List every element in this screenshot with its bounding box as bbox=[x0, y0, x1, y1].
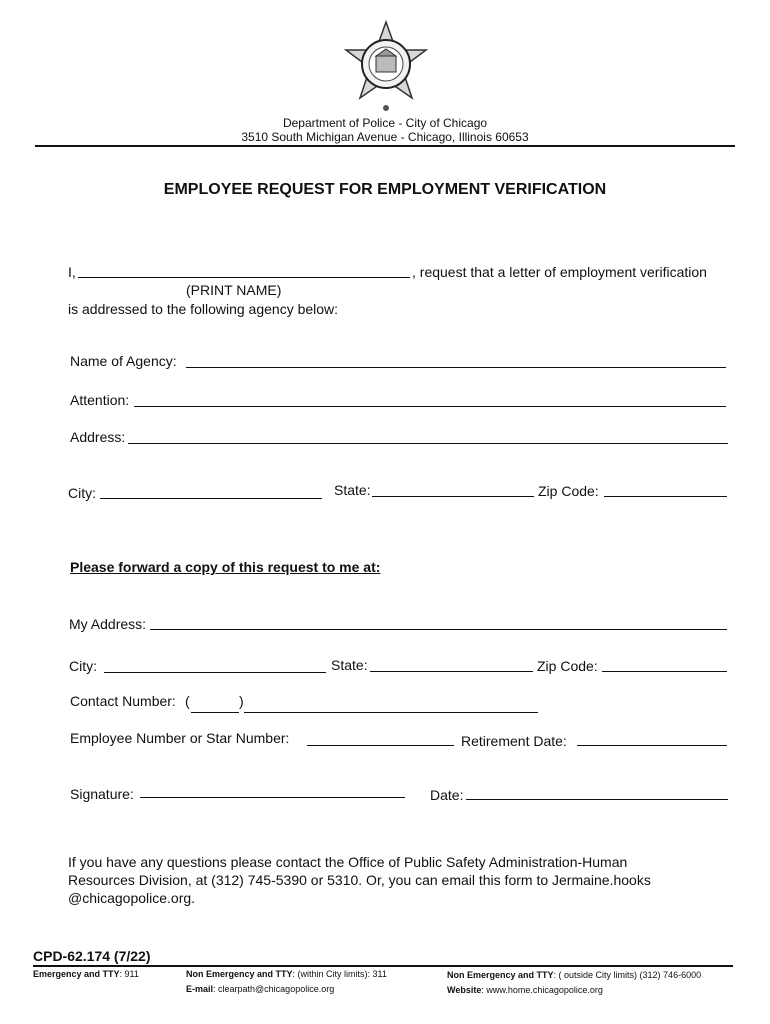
footer-emergency: Emergency and TTY: 911 bbox=[33, 969, 139, 979]
header-rule bbox=[35, 145, 735, 147]
contact-number-label: Contact Number: bbox=[70, 693, 176, 709]
contact-open-paren: ( bbox=[185, 693, 190, 709]
agency-state-label: State: bbox=[334, 482, 371, 498]
my-state-label: State: bbox=[331, 657, 368, 673]
footer-rule bbox=[33, 965, 733, 967]
intro-prefix: I, bbox=[68, 264, 76, 280]
footer-website: Website: www.home.chicagopolice.org bbox=[447, 985, 603, 995]
agency-zip-label: Zip Code: bbox=[538, 483, 599, 499]
contact-number-field[interactable] bbox=[244, 712, 538, 713]
signature-field[interactable] bbox=[140, 797, 405, 798]
attention-label: Attention: bbox=[70, 392, 130, 408]
contact-close-paren: ) bbox=[239, 693, 244, 709]
agency-address-label: Address: bbox=[70, 429, 126, 445]
my-zip-field[interactable] bbox=[602, 671, 727, 672]
agency-zip-field[interactable] bbox=[604, 496, 727, 497]
address-line: 3510 South Michigan Avenue - Chicago, Illinois 60653 bbox=[241, 130, 529, 144]
intro-suffix: , request that a letter of employment verification bbox=[412, 264, 707, 280]
my-address-label: My Address: bbox=[69, 616, 147, 632]
agency-name-label: Name of Agency: bbox=[70, 353, 177, 369]
agency-state-field[interactable] bbox=[372, 496, 534, 497]
police-star-seal-icon bbox=[338, 20, 434, 116]
note-line1: If you have any questions please contact the Office of Public Safety Administration-Human bbox=[68, 854, 628, 870]
retirement-date-field[interactable] bbox=[577, 745, 727, 746]
employee-number-label: Employee Number or Star Number: bbox=[70, 730, 290, 746]
agency-city-label: City: bbox=[68, 485, 96, 501]
note-line2: Resources Division, at (312) 745-5390 or 5310. Or, you can email this form to Jermaine.hooks bbox=[68, 872, 651, 888]
attention-field[interactable] bbox=[134, 406, 726, 407]
note-line3: @chicagopolice.org. bbox=[68, 890, 196, 906]
footer-nonemergency-outside: Non Emergency and TTY: ( outside City limits) (312) 746-6000 bbox=[447, 970, 702, 980]
agency-address-field[interactable] bbox=[128, 443, 728, 444]
my-city-field[interactable] bbox=[104, 672, 326, 673]
footer-email: E-mail: clearpath@chicagopolice.org bbox=[186, 984, 335, 994]
my-address-field[interactable] bbox=[150, 629, 727, 630]
my-city-label: City: bbox=[69, 658, 97, 674]
forward-heading: Please forward a copy of this request to me at: bbox=[70, 559, 381, 575]
agency-name-field[interactable] bbox=[186, 367, 726, 368]
signature-label: Signature: bbox=[70, 786, 134, 802]
form-title: EMPLOYEE REQUEST FOR EMPLOYMENT VERIFICATION bbox=[163, 181, 607, 198]
footer-nonemergency-city: Non Emergency and TTY: (within City limits): 311 bbox=[186, 969, 387, 979]
agency-city-field[interactable] bbox=[100, 498, 322, 499]
print-name-field[interactable] bbox=[78, 277, 410, 278]
date-label: Date: bbox=[430, 787, 464, 803]
retirement-date-label: Retirement Date: bbox=[461, 733, 567, 749]
print-name-label: (PRINT NAME) bbox=[186, 282, 282, 298]
date-field[interactable] bbox=[466, 799, 728, 800]
intro-line2: is addressed to the following agency below: bbox=[68, 301, 339, 317]
contact-area-code-field[interactable] bbox=[191, 712, 239, 713]
employee-number-field[interactable] bbox=[307, 745, 454, 746]
department-line: Department of Police - City of Chicago bbox=[282, 116, 488, 130]
my-state-field[interactable] bbox=[370, 671, 533, 672]
form-code: CPD-62.174 (7/22) bbox=[33, 948, 151, 964]
my-zip-label: Zip Code: bbox=[537, 658, 598, 674]
